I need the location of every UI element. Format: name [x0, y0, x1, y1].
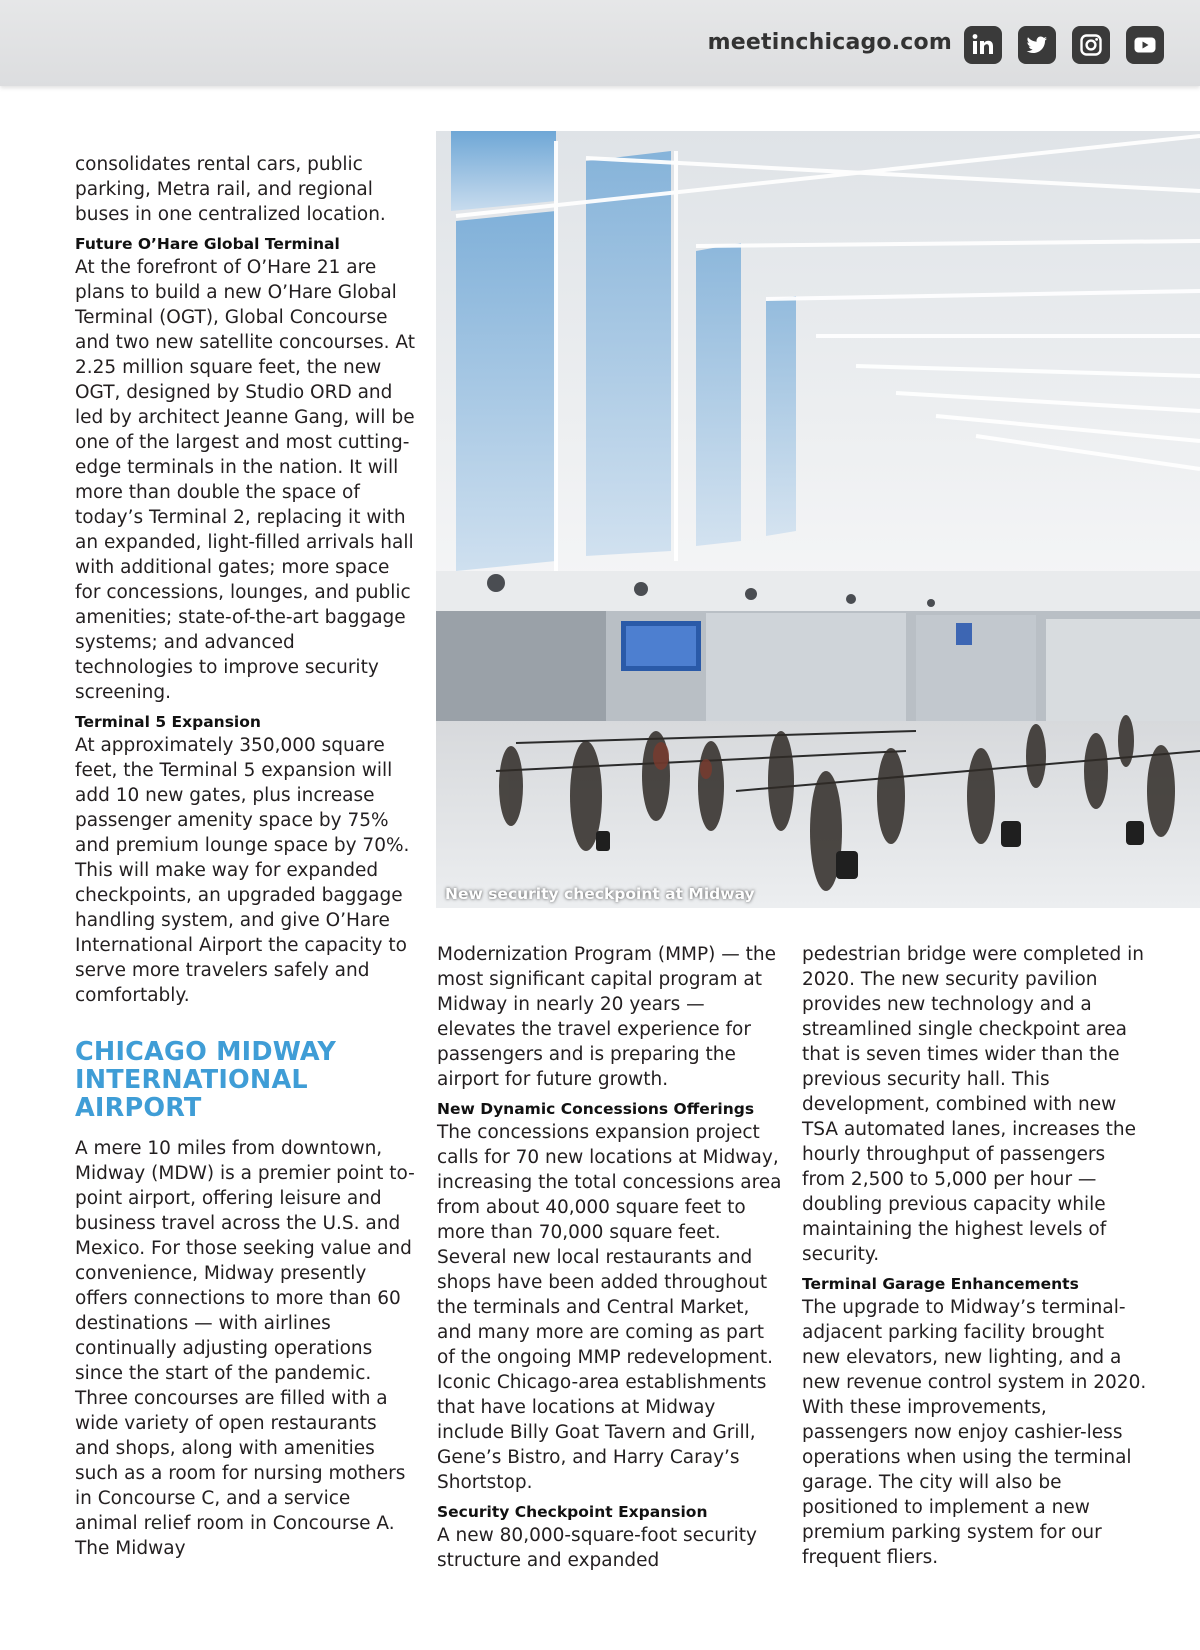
garage-heading: Terminal Garage Enhancements	[802, 1275, 1079, 1293]
ogt-heading: Future O’Hare Global Terminal	[75, 235, 340, 253]
terminal5-heading: Terminal 5 Expansion	[75, 713, 261, 731]
site-url-link[interactable]: meetinchicago.com	[707, 30, 952, 55]
twitter-icon[interactable]	[1018, 26, 1056, 64]
garage-paragraph: The upgrade to Midway’s terminal-adjacent parking facility brought new elevators, new lighting, and a new revenue control system in 2020. With these improvements, passengers now enjoy cashier-less operations when using the terminal garage. The city will also be positioned to implement a new premium parking system for our frequent fliers.	[802, 1297, 1147, 1568]
concessions-heading: New Dynamic Concessions Offerings	[437, 1100, 755, 1118]
column-left	[75, 152, 415, 1561]
security-paragraph: A new 80,000-square-foot security structure and expanded	[437, 1525, 757, 1571]
security-heading: Security Checkpoint Expansion	[437, 1503, 708, 1521]
youtube-icon[interactable]	[1126, 26, 1164, 64]
bridge-paragraph: pedestrian bridge were completed in 2020. The new security pavilion provides new technology and a streamlined single checkpoint area that is seven times wider than the previous security hall. This development, combined with new TSA automated lanes, increases the hourly throughput of passengers from 2,500 to 5,000 per hour — doubling previous capacity while maintaining the highest levels of security.	[802, 944, 1144, 1265]
concessions-paragraph: The concessions expansion project calls for 70 new locations at Midway, increasing the total concessions area from about 40,000 square feet to more than 70,000 square feet. Several new local restaurants and shops have been added throughout the terminals and Central Market, and many more are coming as part of the ongoing MMP redevelopment. Iconic Chicago-area establishments that have locations at Midway include Billy Goat Tavern and Grill, Gene’s Bistro, and Harry Caray’s Shortstop.	[437, 1122, 782, 1493]
photo-caption: New security checkpoint at Midway	[445, 885, 755, 903]
midway-paragraph: A mere 10 miles from downtown, Midway (MDW) is a premier point to-point airport, offering leisure and business travel across the U.S. and Mexico. For those seeking value and convenience, Midway presently offers connections to more than 60 destinations — with airlines continually adjusting operations since the start of the pandemic. Three concourses are filled with a wide variety of open restaurants and shops, along with amenities such as a room for nursing mothers in Concourse C, and a service animal relief room in Concourse A. The Midway	[75, 1138, 415, 1559]
terminal-illustration	[436, 131, 1200, 908]
midway-section-title: CHICAGO MIDWAY INTERNATIONAL AIRPORT	[75, 1037, 337, 1123]
column-middle	[437, 942, 782, 1573]
linkedin-icon[interactable]	[964, 26, 1002, 64]
terminal5-paragraph: At approximately 350,000 square feet, the Terminal 5 expansion will add 10 new gates, plus increase passenger amenity space by 75% and premium lounge space by 70%. This will make way for expanded checkpoints, an upgraded baggage handling system, and give O’Hare International Airport the capacity to serve more travelers safely and comfortably.	[75, 735, 410, 1006]
security-checkpoint-photo	[436, 131, 1200, 908]
mmp-paragraph: Modernization Program (MMP) — the most significant capital program at Midway in nearly 20 years — elevates the travel experience for passengers and is preparing the airport for future growth.	[437, 944, 776, 1090]
intro-paragraph: consolidates rental cars, public parking, Metra rail, and regional buses in one centralized location.	[75, 154, 386, 225]
social-icons	[964, 26, 1164, 64]
instagram-icon[interactable]	[1072, 26, 1110, 64]
column-right	[802, 942, 1147, 1570]
header-bar	[0, 0, 1200, 86]
ogt-paragraph: At the forefront of O’Hare 21 are plans to build a new O’Hare Global Terminal (OGT), Global Concourse and two new satellite concourses. At 2.25 million square feet, the new OGT, designed by Studio ORD and led by architect Jeanne Gang, will be one of the largest and most cutting-edge terminals in the nation. It will more than double the space of today’s Terminal 2, replacing it with an expanded, light-filled arrivals hall with additional gates; more space for concessions, lounges, and public amenities; state-of-the-art baggage systems; and advanced technologies to improve security screening.	[75, 257, 415, 703]
